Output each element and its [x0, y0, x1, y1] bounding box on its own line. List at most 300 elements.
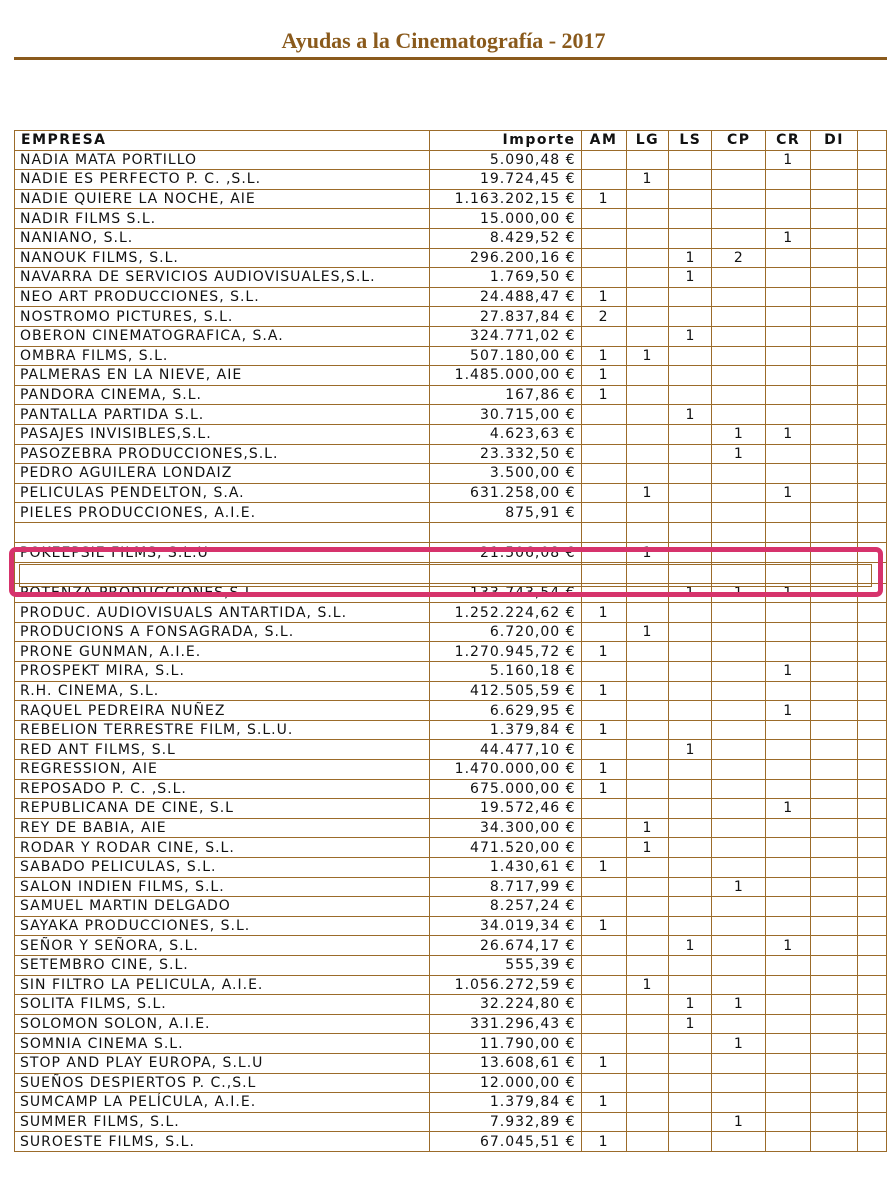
cell-am	[581, 464, 626, 484]
table-cell-empty	[766, 563, 811, 584]
cell-ls	[669, 150, 712, 170]
cell-am: 1	[581, 346, 626, 366]
cell-extra	[858, 307, 887, 327]
cell-ls	[669, 189, 712, 209]
cell-extra	[858, 268, 887, 288]
cell-ls	[669, 720, 712, 740]
cell-empresa: POTENZA PRODUCCIONES,S.L.	[15, 583, 430, 603]
cell-di	[811, 975, 858, 995]
cell-empresa: PANDORA CINEMA, S.L.	[15, 385, 430, 405]
cell-di	[811, 603, 858, 623]
cell-cp	[712, 405, 766, 425]
cell-di	[811, 740, 858, 760]
cell-am: 1	[581, 779, 626, 799]
cell-lg	[626, 1093, 669, 1113]
table-row	[15, 424, 887, 444]
cell-cr	[766, 326, 811, 346]
cell-ls	[669, 838, 712, 858]
cell-empresa: PIELES PRODUCCIONES, A.I.E.	[15, 503, 430, 523]
cell-lg	[626, 779, 669, 799]
cell-di	[811, 209, 858, 229]
cell-am	[581, 444, 626, 464]
table-cell-empty	[858, 522, 887, 543]
cell-extra	[858, 346, 887, 366]
cell-am	[581, 622, 626, 642]
cell-di	[811, 877, 858, 897]
cell-ls	[669, 170, 712, 190]
cell-empresa: PELICULAS PENDELTON, S.A.	[15, 483, 430, 503]
cell-extra	[858, 464, 887, 484]
cell-lg	[626, 897, 669, 917]
cell-importe: 67.045,51 €	[429, 1132, 581, 1152]
cell-lg	[626, 877, 669, 897]
cell-cr: 1	[766, 701, 811, 721]
table-row	[15, 366, 887, 386]
cell-empresa: SALON INDIEN FILMS, S.L.	[15, 877, 430, 897]
cell-cr	[766, 955, 811, 975]
table-row	[15, 1073, 887, 1093]
cell-cr	[766, 877, 811, 897]
cell-empresa: SETEMBRO CINE, S.L.	[15, 955, 430, 975]
cell-empresa: PRONE GUNMAN, A.I.E.	[15, 642, 430, 662]
cell-cp	[712, 464, 766, 484]
table-row	[15, 936, 887, 956]
cell-lg	[626, 1073, 669, 1093]
cell-ls	[669, 622, 712, 642]
cell-cp	[712, 170, 766, 190]
cell-di	[811, 622, 858, 642]
cell-lg: 1	[626, 543, 669, 563]
cell-lg	[626, 444, 669, 464]
cell-cr	[766, 897, 811, 917]
cell-empresa: SOLITA FILMS, S.L.	[15, 995, 430, 1015]
cell-empresa: SAYAKA PRODUCCIONES, S.L.	[15, 916, 430, 936]
cell-cr	[766, 720, 811, 740]
cell-importe: 324.771,02 €	[429, 326, 581, 346]
cell-importe: 631.258,00 €	[429, 483, 581, 503]
header-am: AM	[581, 131, 626, 151]
cell-extra	[858, 170, 887, 190]
cell-cp: 1	[712, 424, 766, 444]
cell-cr	[766, 189, 811, 209]
cell-importe: 24.488,47 €	[429, 287, 581, 307]
cell-importe: 21.506,08 €	[429, 543, 581, 563]
cell-extra	[858, 1034, 887, 1054]
cell-cr	[766, 503, 811, 523]
cell-cp: 1	[712, 1034, 766, 1054]
header-lg: LG	[626, 131, 669, 151]
cell-am	[581, 799, 626, 819]
cell-lg	[626, 385, 669, 405]
cell-lg	[626, 464, 669, 484]
cell-importe: 1.430,61 €	[429, 857, 581, 877]
cell-ls	[669, 642, 712, 662]
cell-di	[811, 385, 858, 405]
cell-lg	[626, 1132, 669, 1152]
cell-cp	[712, 897, 766, 917]
cell-cr	[766, 1053, 811, 1073]
cell-extra	[858, 366, 887, 386]
cell-cp	[712, 385, 766, 405]
cell-lg	[626, 287, 669, 307]
cell-di	[811, 662, 858, 682]
cell-di	[811, 346, 858, 366]
cell-am	[581, 405, 626, 425]
cell-cp	[712, 189, 766, 209]
cell-lg	[626, 583, 669, 603]
cell-ls: 1	[669, 326, 712, 346]
cell-am	[581, 483, 626, 503]
table-row	[15, 268, 887, 288]
cell-cr	[766, 268, 811, 288]
cell-cr	[766, 779, 811, 799]
cell-cr	[766, 248, 811, 268]
cell-ls	[669, 209, 712, 229]
cell-lg	[626, 603, 669, 623]
table-row	[15, 326, 887, 346]
cell-cp: 1	[712, 444, 766, 464]
cell-empresa: PANTALLA PARTIDA S.L.	[15, 405, 430, 425]
cell-am: 1	[581, 1053, 626, 1073]
cell-di	[811, 1132, 858, 1152]
cell-ls	[669, 857, 712, 877]
cell-extra	[858, 701, 887, 721]
cell-cp: 2	[712, 248, 766, 268]
cell-cr	[766, 385, 811, 405]
cell-di	[811, 1053, 858, 1073]
cell-cr	[766, 1014, 811, 1034]
cell-extra	[858, 405, 887, 425]
header-di: DI	[811, 131, 858, 151]
cell-lg	[626, 424, 669, 444]
cell-extra	[858, 189, 887, 209]
cell-empresa: SUEÑOS DESPIERTOS P. C.,S.L	[15, 1073, 430, 1093]
cell-cp	[712, 936, 766, 956]
cell-extra	[858, 483, 887, 503]
cell-cp	[712, 975, 766, 995]
cell-di	[811, 366, 858, 386]
table-cell-empty	[429, 522, 581, 543]
cell-di	[811, 1034, 858, 1054]
cell-extra	[858, 1053, 887, 1073]
cell-am	[581, 248, 626, 268]
table-row	[15, 779, 887, 799]
cell-ls	[669, 681, 712, 701]
cell-extra	[858, 975, 887, 995]
cell-importe: 1.379,84 €	[429, 1093, 581, 1113]
cell-empresa: SOMNIA CINEMA S.L.	[15, 1034, 430, 1054]
cell-extra	[858, 1093, 887, 1113]
table-row	[15, 995, 887, 1015]
cell-am: 1	[581, 603, 626, 623]
cell-empresa: NANIANO, S.L.	[15, 228, 430, 248]
cell-empresa: PASOZEBRA PRODUCCIONES,S.L.	[15, 444, 430, 464]
cell-am: 1	[581, 720, 626, 740]
cell-importe: 15.000,00 €	[429, 209, 581, 229]
cell-am: 1	[581, 385, 626, 405]
cell-am	[581, 995, 626, 1015]
cell-am	[581, 209, 626, 229]
cell-importe: 675.000,00 €	[429, 779, 581, 799]
cell-lg	[626, 642, 669, 662]
table-row	[15, 916, 887, 936]
cell-importe: 1.270.945,72 €	[429, 642, 581, 662]
cell-cp	[712, 681, 766, 701]
cell-ls	[669, 307, 712, 327]
cell-di	[811, 483, 858, 503]
table-row	[15, 287, 887, 307]
cell-cp	[712, 622, 766, 642]
cell-cr	[766, 543, 811, 563]
cell-ls	[669, 1132, 712, 1152]
cell-ls: 1	[669, 268, 712, 288]
cell-extra	[858, 681, 887, 701]
cell-lg	[626, 857, 669, 877]
cell-importe: 6.720,00 €	[429, 622, 581, 642]
cell-importe: 23.332,50 €	[429, 444, 581, 464]
cell-extra	[858, 543, 887, 563]
cell-ls: 1	[669, 405, 712, 425]
table-cell-empty	[858, 563, 887, 584]
header-cp: CP	[712, 131, 766, 151]
cell-importe: 3.500,00 €	[429, 464, 581, 484]
cell-extra	[858, 444, 887, 464]
cell-ls	[669, 603, 712, 623]
table-row	[15, 483, 887, 503]
table-row	[15, 838, 887, 858]
cell-extra	[858, 955, 887, 975]
cell-ls	[669, 955, 712, 975]
cell-extra	[858, 503, 887, 523]
cell-di	[811, 1093, 858, 1113]
table-cell-empty	[626, 522, 669, 543]
cell-cr	[766, 1093, 811, 1113]
cell-extra	[858, 385, 887, 405]
cell-importe: 8.429,52 €	[429, 228, 581, 248]
table-row	[15, 622, 887, 642]
table-row	[15, 228, 887, 248]
cell-di	[811, 326, 858, 346]
cell-cp	[712, 779, 766, 799]
cell-lg	[626, 701, 669, 721]
cell-extra	[858, 642, 887, 662]
cell-lg	[626, 955, 669, 975]
cell-extra	[858, 936, 887, 956]
cell-extra	[858, 326, 887, 346]
cell-lg	[626, 936, 669, 956]
cell-cp	[712, 603, 766, 623]
cell-cr	[766, 464, 811, 484]
cell-lg	[626, 1034, 669, 1054]
cell-empresa: RED ANT FILMS, S.L	[15, 740, 430, 760]
grants-table	[14, 130, 887, 1152]
table-row	[15, 464, 887, 484]
cell-importe: 1.163.202,15 €	[429, 189, 581, 209]
cell-lg	[626, 681, 669, 701]
cell-cr	[766, 681, 811, 701]
cell-importe: 26.674,17 €	[429, 936, 581, 956]
cell-cr	[766, 857, 811, 877]
cell-ls: 1	[669, 1014, 712, 1034]
cell-importe: 1.769,50 €	[429, 268, 581, 288]
cell-lg	[626, 1112, 669, 1132]
cell-lg	[626, 995, 669, 1015]
cell-importe: 12.000,00 €	[429, 1073, 581, 1093]
cell-cr	[766, 346, 811, 366]
cell-importe: 412.505,59 €	[429, 681, 581, 701]
cell-lg	[626, 307, 669, 327]
cell-lg	[626, 720, 669, 740]
table-cell-empty	[429, 563, 581, 584]
table-row-spacer	[15, 563, 887, 584]
table-row	[15, 740, 887, 760]
cell-am	[581, 150, 626, 170]
table-row	[15, 385, 887, 405]
cell-am	[581, 740, 626, 760]
cell-cr: 1	[766, 583, 811, 603]
cell-importe: 8.257,24 €	[429, 897, 581, 917]
cell-am	[581, 975, 626, 995]
cell-ls	[669, 1073, 712, 1093]
cell-am	[581, 583, 626, 603]
header-importe: Importe	[429, 131, 581, 151]
cell-cr	[766, 170, 811, 190]
cell-importe: 507.180,00 €	[429, 346, 581, 366]
cell-cr	[766, 405, 811, 425]
cell-lg	[626, 150, 669, 170]
cell-di	[811, 503, 858, 523]
cell-empresa: PALMERAS EN LA NIEVE, AIE	[15, 366, 430, 386]
cell-di	[811, 150, 858, 170]
cell-empresa: REBELION TERRESTRE FILM, S.L.U.	[15, 720, 430, 740]
cell-am	[581, 326, 626, 346]
header-empresa: EMPRESA	[15, 131, 430, 151]
cell-di	[811, 838, 858, 858]
cell-ls	[669, 916, 712, 936]
table-row	[15, 189, 887, 209]
cell-importe: 1.470.000,00 €	[429, 760, 581, 780]
table-cell-empty	[581, 563, 626, 584]
cell-ls	[669, 662, 712, 682]
cell-ls	[669, 760, 712, 780]
cell-importe: 4.623,63 €	[429, 424, 581, 444]
cell-ls	[669, 799, 712, 819]
cell-cp: 1	[712, 1112, 766, 1132]
cell-cp	[712, 366, 766, 386]
cell-ls	[669, 543, 712, 563]
cell-cr	[766, 366, 811, 386]
cell-cp	[712, 857, 766, 877]
cell-ls	[669, 444, 712, 464]
cell-am	[581, 228, 626, 248]
cell-cp	[712, 720, 766, 740]
cell-empresa: NADIA MATA PORTILLO	[15, 150, 430, 170]
cell-extra	[858, 760, 887, 780]
cell-di	[811, 955, 858, 975]
cell-empresa: NADIE QUIERE LA NOCHE, AIE	[15, 189, 430, 209]
cell-am	[581, 818, 626, 838]
cell-importe: 296.200,16 €	[429, 248, 581, 268]
cell-extra	[858, 209, 887, 229]
cell-ls	[669, 464, 712, 484]
cell-di	[811, 583, 858, 603]
cell-cr	[766, 307, 811, 327]
cell-lg: 1	[626, 818, 669, 838]
cell-empresa: SEÑOR Y SEÑORA, S.L.	[15, 936, 430, 956]
cell-extra	[858, 818, 887, 838]
cell-extra	[858, 228, 887, 248]
cell-extra	[858, 799, 887, 819]
cell-cp	[712, 838, 766, 858]
cell-empresa: RODAR Y RODAR CINE, S.L.	[15, 838, 430, 858]
cell-extra	[858, 838, 887, 858]
cell-extra	[858, 857, 887, 877]
table-cell-empty	[669, 563, 712, 584]
table-cell-empty	[811, 522, 858, 543]
cell-cp	[712, 701, 766, 721]
cell-di	[811, 701, 858, 721]
cell-empresa: REY DE BABIA, AIE	[15, 818, 430, 838]
cell-ls	[669, 897, 712, 917]
cell-cr	[766, 916, 811, 936]
cell-di	[811, 681, 858, 701]
table-row	[15, 857, 887, 877]
table-row	[15, 583, 887, 603]
cell-di	[811, 1112, 858, 1132]
cell-importe: 7.932,89 €	[429, 1112, 581, 1132]
cell-am	[581, 1073, 626, 1093]
cell-importe: 5.160,18 €	[429, 662, 581, 682]
cell-am	[581, 1112, 626, 1132]
cell-lg	[626, 740, 669, 760]
cell-extra	[858, 740, 887, 760]
cell-cp	[712, 1053, 766, 1073]
table-row	[15, 307, 887, 327]
cell-cp	[712, 760, 766, 780]
cell-di	[811, 818, 858, 838]
table-row	[15, 150, 887, 170]
cell-di	[811, 170, 858, 190]
cell-empresa: RAQUEL PEDREIRA NUÑEZ	[15, 701, 430, 721]
cell-extra	[858, 662, 887, 682]
table-row	[15, 877, 887, 897]
cell-importe: 1.252.224,62 €	[429, 603, 581, 623]
cell-di	[811, 1014, 858, 1034]
table-body	[15, 150, 887, 1151]
cell-importe: 8.717,99 €	[429, 877, 581, 897]
table-cell-empty	[712, 563, 766, 584]
table-row	[15, 1112, 887, 1132]
cell-empresa: SOLOMON SOLON, A.I.E.	[15, 1014, 430, 1034]
cell-di	[811, 799, 858, 819]
table-cell-empty	[712, 522, 766, 543]
cell-am	[581, 1014, 626, 1034]
cell-extra	[858, 916, 887, 936]
cell-am	[581, 424, 626, 444]
cell-cp	[712, 228, 766, 248]
cell-empresa: SUROESTE FILMS, S.L.	[15, 1132, 430, 1152]
cell-di	[811, 642, 858, 662]
table-header-row	[15, 131, 887, 151]
cell-importe: 19.724,45 €	[429, 170, 581, 190]
cell-extra	[858, 779, 887, 799]
cell-am: 2	[581, 307, 626, 327]
cell-ls	[669, 1034, 712, 1054]
cell-extra	[858, 603, 887, 623]
cell-am: 1	[581, 681, 626, 701]
cell-ls: 1	[669, 995, 712, 1015]
cell-importe: 555,39 €	[429, 955, 581, 975]
